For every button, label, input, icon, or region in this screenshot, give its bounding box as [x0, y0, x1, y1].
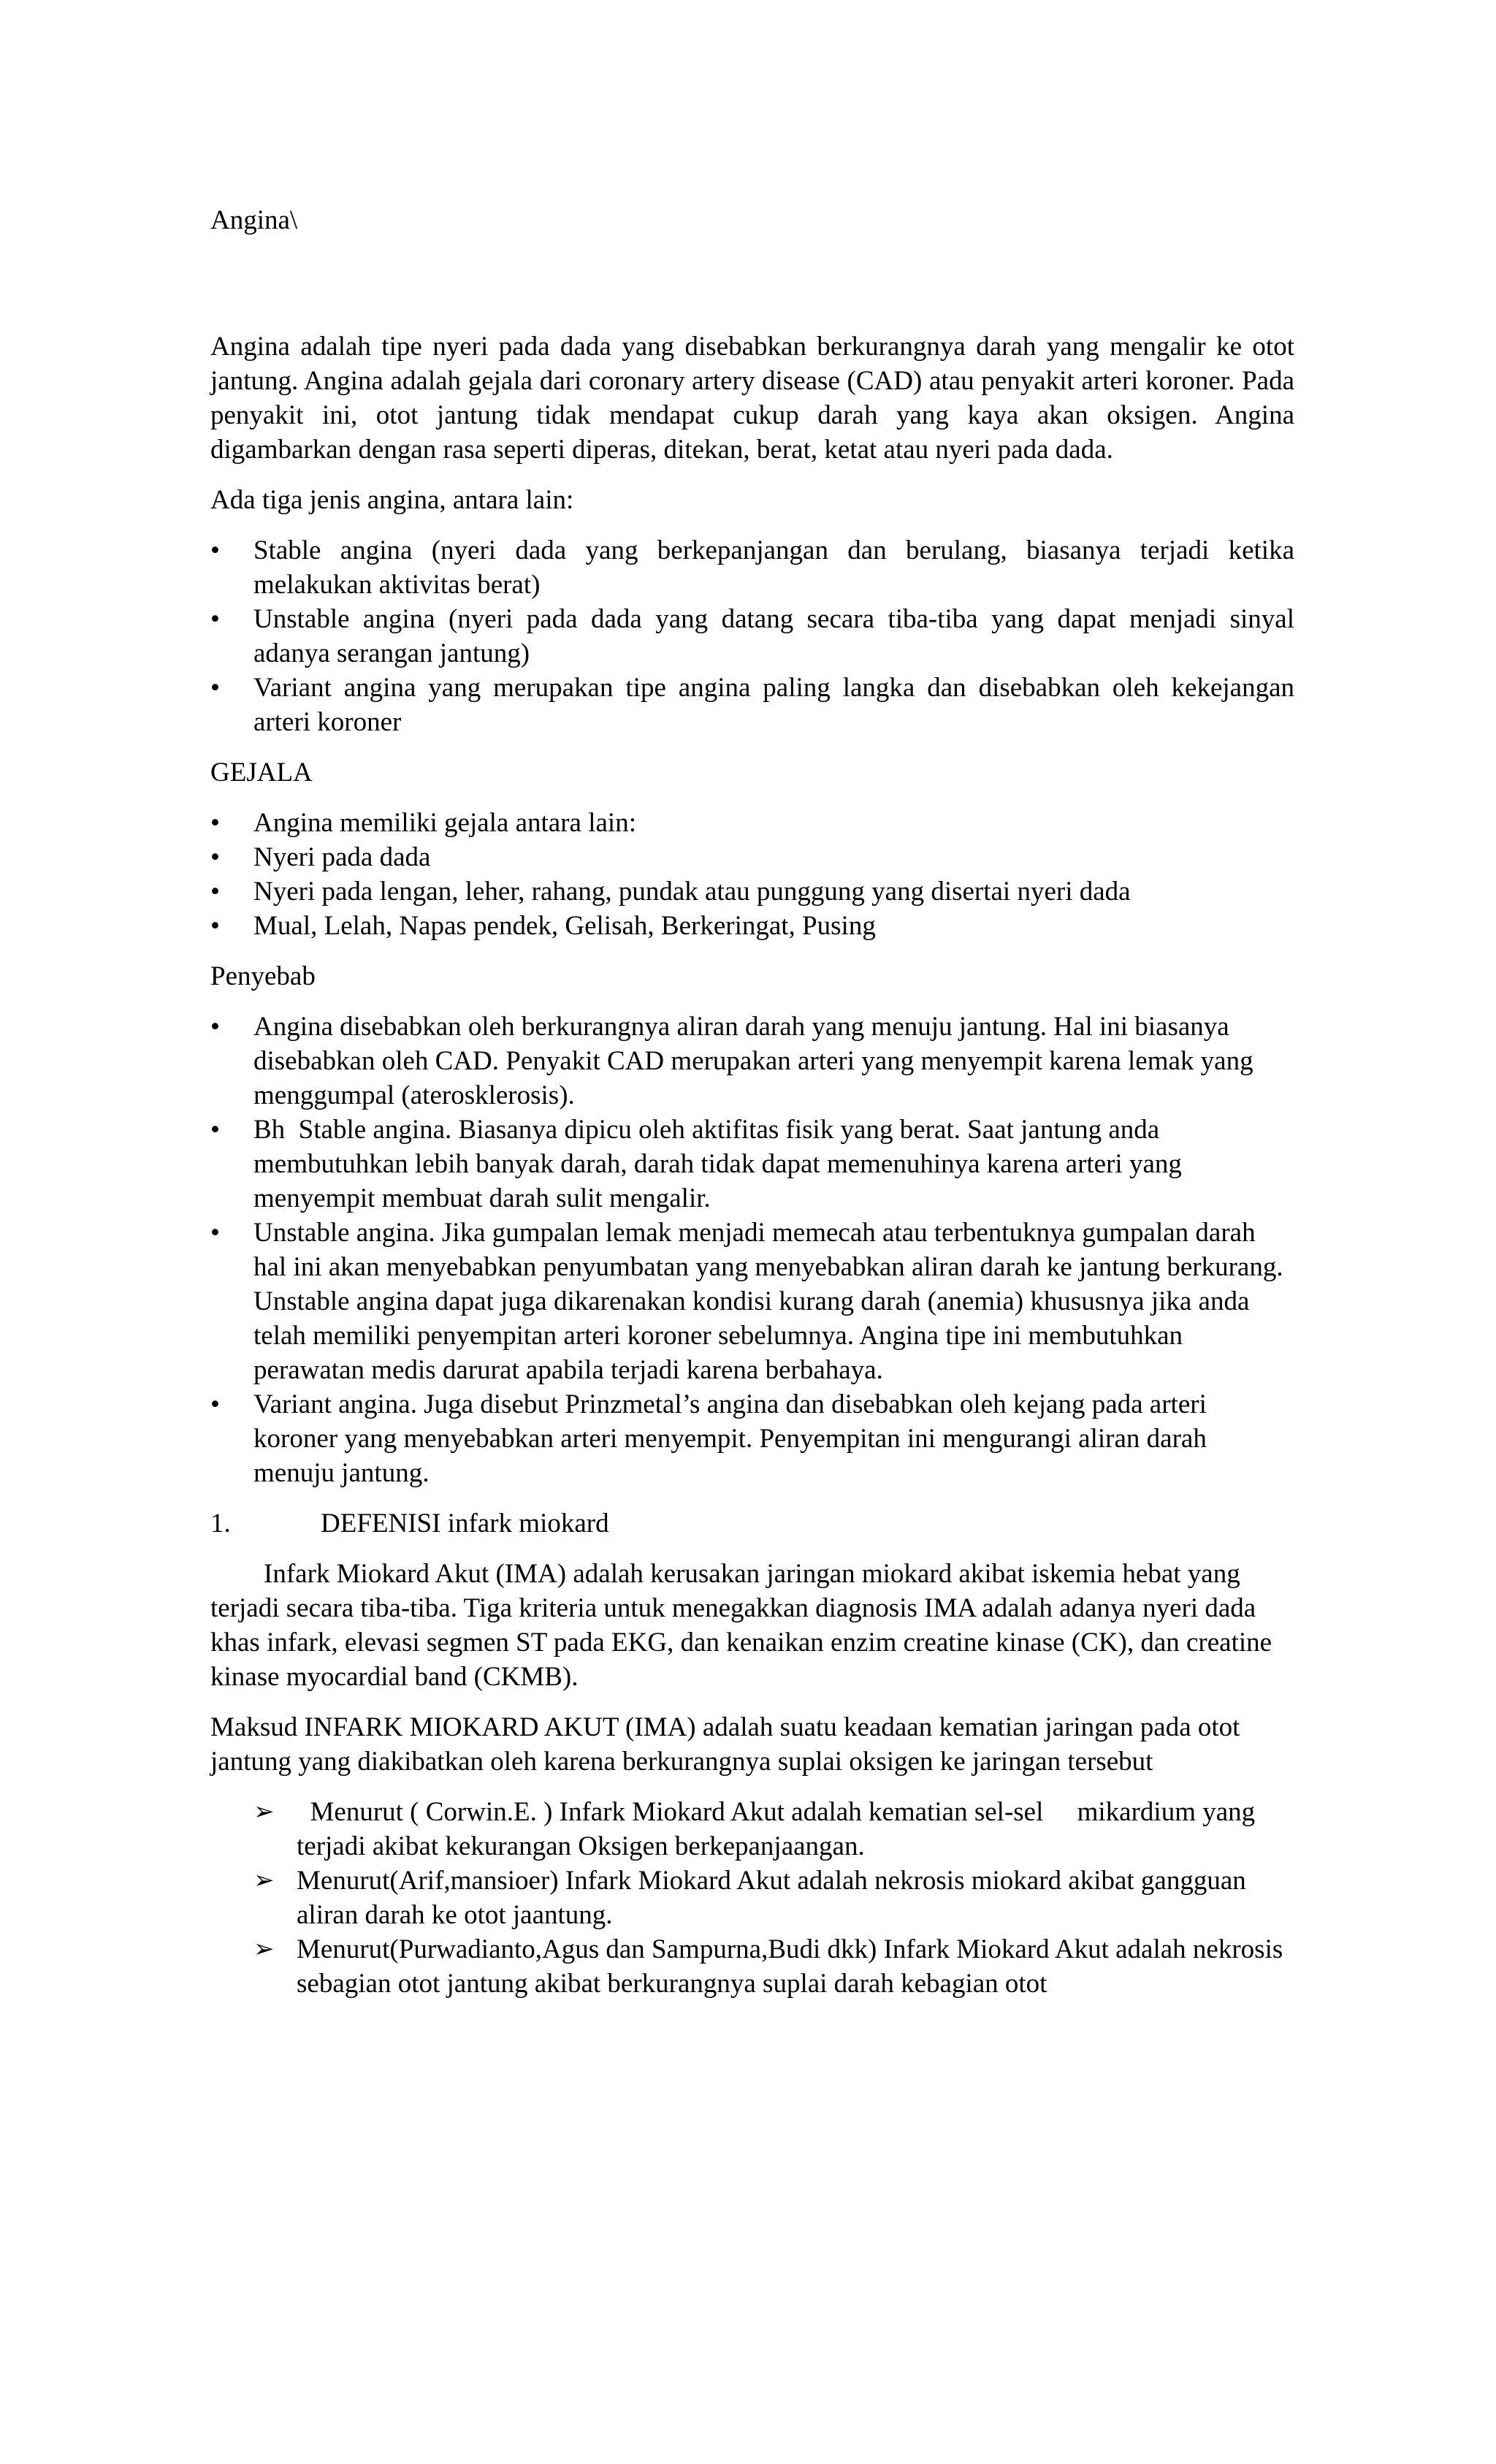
types-list	[210, 533, 1294, 739]
section-number: 1.	[210, 1508, 231, 1538]
list-item: ➢ Menurut(Arif,mansioer) Infark Miokard Akut adalah nekrosis miokard akibat gangguan aliran darah ke otot jaantung.	[253, 1864, 1294, 1932]
document-title: Angina\	[210, 205, 298, 235]
defenisi-paragraph: Infark Miokard Akut (IMA) adalah kerusakan jaringan miokard akibat iskemia hebat yang terjadi secara tiba-tiba. Tiga kriteria untuk menegakkan diagnosis IMA adalah adanya nyeri dada khas infark, elevasi segmen ST pada EKG, dan kenaikan enzim creatine kinase (CK), dan creatine kinase myocardial band (CKMB).	[210, 1559, 1272, 1692]
bullet-icon: •	[210, 673, 220, 703]
list-item: • Unstable angina. Jika gumpalan lemak menjadi memecah atau terbentuknya gumpalan darah hal ini akan menyebabkan penyumbatan yang menyebabkan aliran darah ke jantung berkurang. Unstable angina dapat juga dikarenakan kondisi kurang darah (anemia) khususnya jika anda telah memiliki penyempitan arteri koroner sebelumnya. Angina tipe ini membutuhkan perawatan medis darurat apabila terjadi karena berbahaya.	[210, 1216, 1294, 1387]
types-intro: Ada tiga jenis angina, antara lain:	[210, 485, 574, 515]
list-item: • Nyeri pada lengan, leher, rahang, pundak atau punggung yang disertai nyeri dada	[210, 874, 1294, 909]
list-item: • Angina disebabkan oleh berkurangnya aliran darah yang menuju jantung. Hal ini biasanya disebabkan oleh CAD. Penyakit CAD merupakan arteri yang menyempit karena lemak yang menggumpal (aterosklerosis).	[210, 1010, 1294, 1113]
list-item: • Variant angina. Juga disebut Prinzmetal’s angina dan disebabkan oleh kejang pada arteri koroner yang menyebabkan arteri menyempit. Penyempitan ini mengurangi aliran darah menuju jantung.	[210, 1387, 1294, 1490]
arrow-bullet-icon: ➢	[253, 1936, 275, 1963]
defenisi-heading: 1. DEFENISI infark miokard	[210, 1506, 1294, 1541]
bullet-icon: •	[210, 535, 220, 565]
penyebab-list	[210, 1010, 1294, 1490]
bullet-icon: •	[210, 842, 220, 872]
bullet-icon: •	[210, 1218, 220, 1248]
arrow-bullet-icon: ➢	[253, 1867, 275, 1894]
bullet-icon: •	[210, 604, 220, 634]
document-body	[210, 203, 1294, 2001]
maksud-paragraph: Maksud INFARK MIOKARD AKUT (IMA) adalah suatu keadaan kematian jaringan pada otot jantung yang diakibatkan oleh karena berkurangnya suplai oksigen ke jaringan tersebut	[210, 1712, 1240, 1777]
penyebab-heading: Penyebab	[210, 961, 316, 991]
bullet-icon: •	[210, 877, 220, 907]
arrow-bullet-icon: ➢	[253, 1799, 275, 1826]
list-item: ➢ Menurut(Purwadianto,Agus dan Sampurna,Budi dkk) Infark Miokard Akut adalah nekrosis sebagian otot jantung akibat berkurangnya suplai darah kebagian otot	[253, 1932, 1294, 2001]
gejala-heading: GEJALA	[210, 758, 313, 787]
bullet-icon: •	[210, 1115, 220, 1145]
list-item: ➢ Menurut ( Corwin.E. ) Infark Miokard Akut adalah kematian sel-sel mikardium yang terjadi akibat kekurangan Oksigen berkepanjaangan.	[253, 1795, 1294, 1864]
intro-paragraph: Angina adalah tipe nyeri pada dada yang disebabkan berkurangnya darah yang mengalir ke otot jantung. Angina adalah gejala dari coronary artery disease (CAD) atau penyakit arteri koroner. Pada penyakit ini, otot jantung tidak mendapat cukup darah yang kaya akan oksigen. Angina digambarkan dengan rasa seperti diperas, ditekan, berat, ketat atau nyeri pada dada.	[210, 332, 1294, 465]
bullet-icon: •	[210, 1389, 220, 1419]
list-item: • Unstable angina (nyeri pada dada yang datang secara tiba-tiba yang dapat menjadi sinyal adanya serangan jantung)	[210, 602, 1294, 671]
list-item: • Angina memiliki gejala antara lain:	[210, 806, 1294, 840]
list-item: • Variant angina yang merupakan tipe angina paling langka dan disebabkan oleh kekejangan arteri koroner	[210, 671, 1294, 739]
bullet-icon: •	[210, 808, 220, 838]
list-item: • Nyeri pada dada	[210, 840, 1294, 874]
menurut-list	[210, 1795, 1294, 2001]
list-item: • Bh Stable angina. Biasanya dipicu oleh aktifitas fisik yang berat. Saat jantung anda membutuhkan lebih banyak darah, darah tidak dapat memenuhinya karena arteri yang menyempit membuat darah sulit mengalir.	[210, 1113, 1294, 1216]
bullet-icon: •	[210, 911, 220, 941]
list-item: • Mual, Lelah, Napas pendek, Gelisah, Berkeringat, Pusing	[210, 909, 1294, 943]
list-item: • Stable angina (nyeri dada yang berkepanjangan dan berulang, biasanya terjadi ketika melakukan aktivitas berat)	[210, 533, 1294, 602]
gejala-list	[210, 806, 1294, 943]
bullet-icon: •	[210, 1012, 220, 1042]
